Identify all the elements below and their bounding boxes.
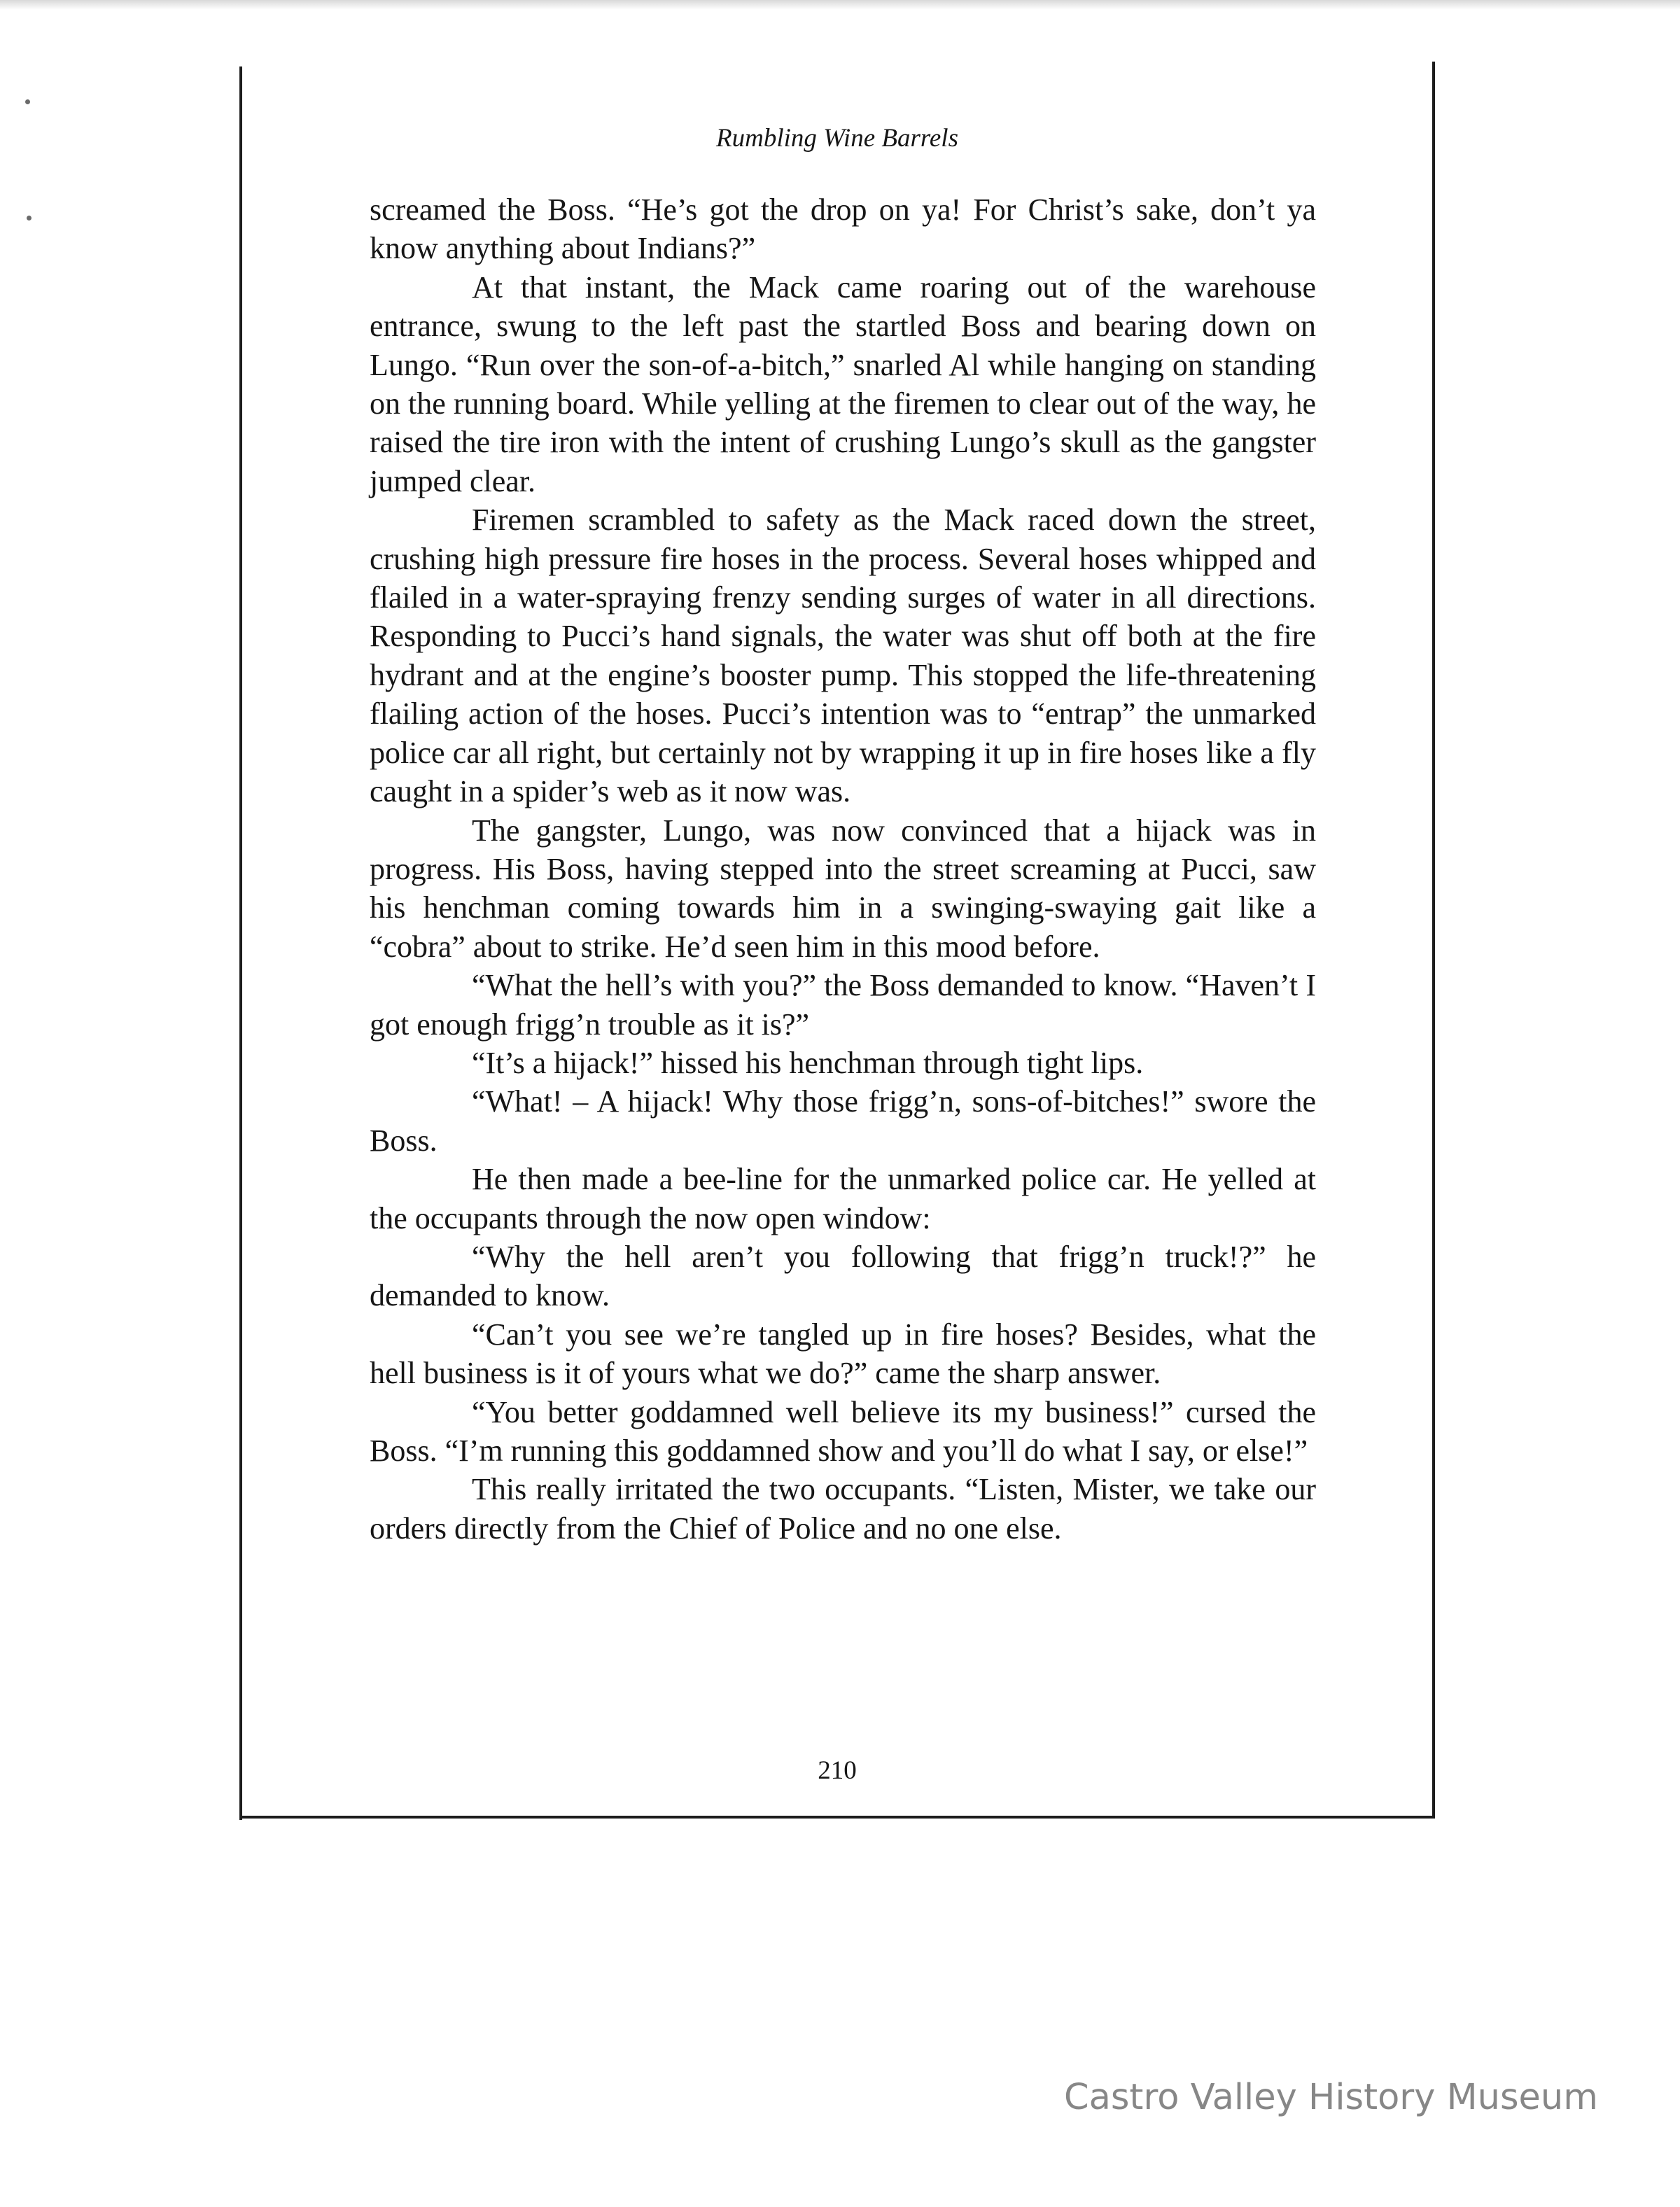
- paragraph: The gangster, Lungo, was now convinced that a hijack was in progress. His Boss, having stepped into the street screaming at Pucci, saw his henchman coming towards him in a swinging-swaying gait like a “cobra” about to strike. He’d seen him in this mood before.: [370, 813, 1316, 964]
- paragraph: “It’s a hijack!” hissed his henchman through tight lips.: [472, 1045, 1144, 1080]
- body-text: [370, 190, 1316, 1548]
- scan-speck: [27, 216, 31, 220]
- paragraph: “Why the hell aren’t you following that frigg’n truck!?” he demanded to know.: [370, 1239, 1316, 1313]
- paragraph: This really irritated the two occupants. “Listen, Mister, we take our orders directly from the Chief of Police and no one else.: [370, 1472, 1316, 1546]
- scan-speck: [25, 99, 30, 104]
- page-frame-bottom-rule: [239, 1816, 1435, 1819]
- page-number: 210: [818, 1756, 857, 1785]
- museum-watermark: Castro Valley History Museum: [1064, 2077, 1598, 2118]
- paragraph: Firemen scrambled to safety as the Mack raced down the street, crushing high pressure fire hoses in the process. Several hoses whipped and flailed in a water-spraying frenzy sending surges of water in all directions. Responding to Pucci’s hand signals, the water was shut off both at the fire hydrant and at the engine’s booster pump. This stopped the life-threatening flailing action of the hoses. Pucci’s intention was to “entrap” the unmarked police car all right, but certainly not by wrapping it up in fire hoses like a fly caught in a spider’s web as it now was.: [370, 503, 1316, 809]
- paragraph: “What! – A hijack! Why those frigg’n, sons-of-bitches!” swore the Boss.: [370, 1084, 1316, 1158]
- page-frame-left-rule: [239, 66, 242, 1820]
- running-head: Rumbling Wine Barrels: [716, 124, 958, 153]
- paragraph: He then made a bee-line for the unmarked police car. He yelled at the occupants through the now open window:: [370, 1162, 1316, 1235]
- paragraph: At that instant, the Mack came roaring out of the warehouse entrance, swung to the left past the startled Boss and bearing down on Lungo. “Run over the son-of-a-bitch,” snarled Al while hanging on standing on the running board. While yelling at the firemen to clear out of the way, he raised the tire iron with the intent of crushing Lungo’s skull as the gangster jumped clear.: [370, 269, 1316, 498]
- scan-top-shadow: [0, 0, 1680, 10]
- paragraph: “You better goddamned well believe its my business!” cursed the Boss. “I’m running this goddamned show and you’ll do what I say, or else!”: [370, 1394, 1316, 1468]
- paragraph: “What the hell’s with you?” the Boss demanded to know. “Haven’t I got enough frigg’n trouble as it is?”: [370, 968, 1316, 1042]
- page-frame-right-rule: [1432, 62, 1435, 1819]
- paragraph: screamed the Boss. “He’s got the drop on ya! For Christ’s sake, don’t ya know anything about Indians?”: [370, 192, 1316, 266]
- paragraph: “Can’t you see we’re tangled up in fire hoses? Besides, what the hell business is it of yours what we do?” came the sharp answer.: [370, 1317, 1316, 1391]
